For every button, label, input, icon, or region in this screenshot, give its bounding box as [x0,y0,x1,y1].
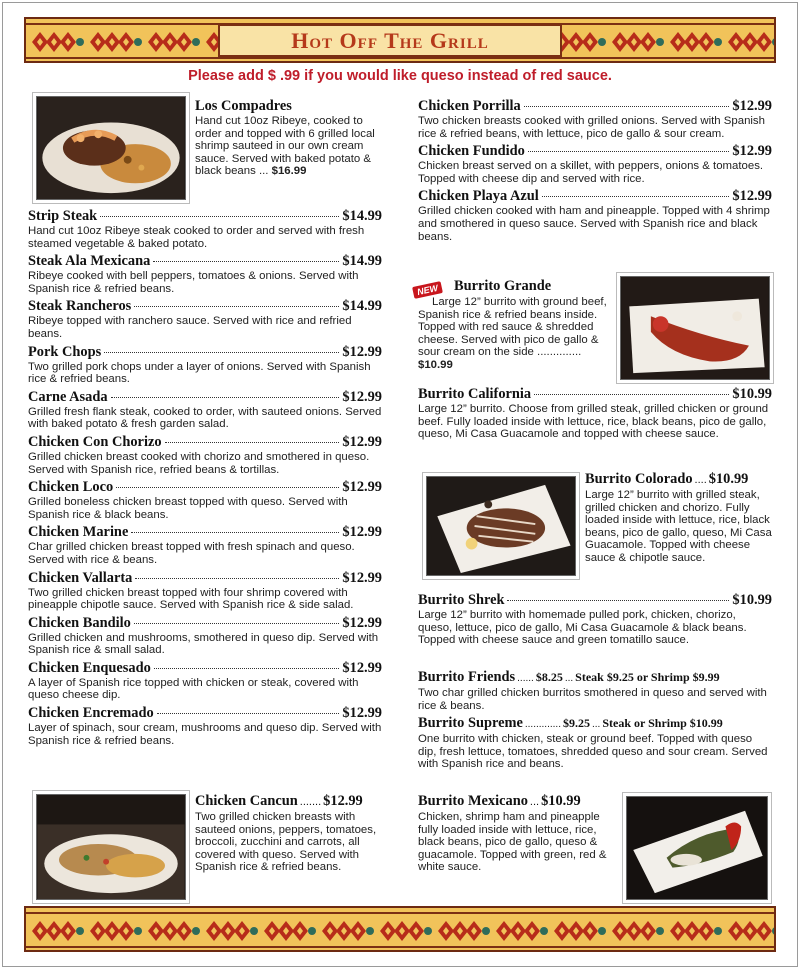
menu-item [28,434,382,476]
burrito-mexicano-block [418,793,614,874]
item-price: $12.99 [342,524,382,541]
item-description: Two grilled pork chops under a layer of onions. Served with Spanish rice & refried beans. [28,360,371,386]
item-price: $12.99 [342,659,382,676]
burrito-grande-photo [620,276,770,380]
dot-leader [154,668,340,669]
item-description: Layer of spinach, sour cream, mushrooms and queso dip. Served with Spanish rice & refried beans. [28,722,382,747]
dot-leader [134,623,340,624]
dot-leader: ... [591,719,601,731]
menu-item [418,188,772,243]
item-price: $12.99 [342,614,382,631]
chicken-cancun-photo [36,794,186,900]
item-description: Two char grilled chicken burritos smothered in queso and served with rice & beans. [418,687,767,712]
menu-item [28,344,382,386]
dot-leader [100,216,339,217]
new-badge-icon: NEW [412,281,443,299]
item-name: Steak Ala Mexicana [28,253,151,270]
chicken-cancun-block [195,793,380,874]
item-name: Burrito California [418,386,532,402]
dot-leader [507,600,729,601]
item-description: Two grilled chicken breast topped with four shrimp covered with pineapple chipotle sauce. Served with Spanish rice & side salad. [28,586,354,612]
item-description: A layer of Spanish rice topped with chicken or steak, covered with queso cheese dip. [28,676,359,702]
item-price: $12.99 [342,569,382,586]
title-plaque [218,24,562,57]
item-description: Char grilled chicken breast topped with fresh spinach and queso. Served with rice & beans. [28,541,355,566]
burrito-colorado-block [585,471,773,565]
item-name: Chicken Loco [28,479,114,496]
queso-notice: Please add $ .99 if you would like queso instead of red sauce. [188,68,612,84]
los-compadres-photo [36,96,186,200]
item-price: $14.99 [342,298,382,315]
menu-item [418,386,772,441]
item-name: Chicken Con Chorizo [28,433,162,450]
burrito-mexicano-photo [626,796,768,900]
item-price: $10.99 [708,471,749,487]
burrito-california-block [418,386,772,444]
item-price: $12.99 [342,705,382,722]
item-description: Large 12” burrito with homemade pulled pork, chicken, chorizo, queso, lettuce, pico de gallo, Mi Casa Guacamole & black beans. Topped with cheese sauce and green tomatillo sauce. [418,609,747,647]
item-description: Hand cut 10oz Ribeye steak cooked to order and served with fresh steamed vegetable & baked potato. [28,225,365,250]
item-name: Burrito Mexicano [418,793,528,809]
page-title: Hot Off The Grill [291,27,489,53]
item-price: $9.25 [562,716,590,731]
item-description: Two grilled chicken breasts with sauteed onions, peppers, tomatoes, broccoli, zucchini and carrots, all covered with queso. Served with Spanish rice & refried beans. [195,811,377,874]
item-description: Grilled chicken and mushrooms, smothered in queso dip. Served with Spanish rice & small salad. [28,631,379,657]
item-name: Chicken Marine [28,524,129,541]
item-name: Burrito Grande [454,278,552,294]
item-description: Ribeye topped with ranchero sauce. Served with rice and refried beans. [28,315,352,340]
dot-leader: ....... [299,796,322,808]
right-menu-column-top [418,98,772,246]
item-price: $14.99 [342,253,382,270]
item-description: Two chicken breasts cooked with grilled onions. Served with Spanish rice & refried beans, with lettuce, pico de gallo & sour cream. [418,115,765,140]
item-alt-price: Steak or Shrimp $10.99 [602,716,723,731]
dot-leader [542,196,730,197]
left-menu-column [28,208,382,750]
burrito-friends-block [418,669,772,774]
item-price: $10.99 [732,386,772,402]
los-compadres-block [195,98,380,178]
item-name: Carne Asada [28,388,108,405]
item-price: $12.99 [323,793,363,809]
item-description: Chicken breast served on a skillet, with peppers, onions & tomatoes. Topped with cheese dip and served with rice. [418,160,764,185]
item-description: One burrito with chicken, steak or ground beef. Topped with queso dip, fresh lettuce, tomatoes, shredded queso and sour cream. Served with Spanish rice and beans. [418,733,768,771]
item-price: $8.25 [535,670,563,684]
item-name: Chicken Enquesado [28,659,151,676]
menu-item [28,298,382,340]
item-description: Grilled chicken breast cooked with chorizo and smothered in queso. Served with Spanish rice, refried beans & tortillas. [28,450,370,476]
item-name: Burrito Colorado [585,471,693,487]
item-price: $12.99 [342,388,382,405]
item-description: Hand cut 10oz Ribeye, cooked to order and topped with 6 grilled local shrimp sauteed in our own cream sauce. Served with baked potato & black beans ... [195,115,375,178]
item-price: $12.99 [732,143,772,160]
menu-item [28,253,382,295]
item-name: Steak Rancheros [28,298,132,315]
menu-item [28,524,382,566]
item-price: $14.99 [342,208,382,224]
item-name: Burrito Friends [418,669,516,685]
item-name: Chicken Playa Azul [418,188,539,205]
burrito-colorado-photo [426,476,576,576]
item-price: $10.99 [541,793,581,809]
diamond-pattern-bottom [26,908,776,952]
item-description: Grilled boneless chicken breast topped with queso. Served with Spanish rice & black beans. [28,496,348,521]
dot-leader: ... [564,673,574,684]
burrito-grande-block [454,278,609,295]
item-description: Large 12” burrito with grilled steak, grilled chicken and chorizo. Fully loaded inside with lettuce, rice, black beans, pico de gallo, queso, Mi Casa Guacamole. Topped with cheese sauce & chipotle sauce. [585,489,772,564]
item-description: Grilled chicken cooked with ham and pineapple. Topped with 4 shrimp and smothered in queso sauce. Served with Spanish rice and black beans. [418,205,770,243]
menu-item [418,98,772,140]
dot-leader [135,578,339,579]
item-price: $12.99 [342,343,382,360]
burrito-shrek-block [418,592,772,650]
dot-leader: ...... [517,673,534,684]
dot-leader [131,532,339,533]
item-name: Burrito Shrek [418,592,505,608]
item-price: $12.99 [342,433,382,450]
dot-leader: ... [529,796,540,808]
item-name: Pork Chops [28,343,102,360]
dot-leader [104,352,339,353]
item-price: $12.99 [342,479,382,496]
dot-leader [165,442,340,443]
item-price: $16.99 [271,165,307,178]
menu-item [28,705,382,747]
item-name: Chicken Cancun [195,793,298,809]
dot-leader [111,397,340,398]
item-price: $12.99 [732,188,772,205]
item-name: Los Compadres [195,98,292,114]
item-name: Strip Steak [28,208,98,224]
menu-item [28,208,382,250]
dot-leader [157,713,340,714]
dot-leader [524,106,730,107]
item-description: Ribeye cooked with bell peppers, tomatoes & onions. Served with Spanish rice & refried beans. [28,270,359,295]
dot-leader [116,487,339,488]
menu-item [418,143,772,185]
item-description: Chicken, shrimp ham and pineapple fully loaded inside with lettuce, rice, black beans, pico de gallo, queso & guacamole. Topped with green, red & white sauce. [418,811,607,874]
item-name: Chicken Fundido [418,143,525,160]
menu-item [28,570,382,612]
dot-leader [153,261,339,262]
dot-leader [528,151,730,152]
item-price: $10.99 [732,592,772,608]
item-alt-price: Steak $9.25 or Shrimp $9.99 [575,670,720,684]
menu-item [418,592,772,647]
item-description: Large 12” burrito with ground beef, Spanish rice & refried beans inside. Topped with red sauce & shredded cheese. Served with pico de gallo & sour cream on the side .............. [418,296,607,359]
dot-leader [534,394,729,395]
menu-item [28,615,382,657]
menu-item [28,389,382,431]
menu-item [28,660,382,702]
item-name: Chicken Porrilla [418,98,521,114]
item-name: Chicken Bandilo [28,614,131,631]
dot-leader: ............. [524,719,561,731]
item-price: $10.99 [418,358,453,371]
item-name: Chicken Vallarta [28,569,133,586]
dot-leader: .... [694,474,707,486]
burrito-grande-desc-block [418,296,608,372]
item-description: Large 12” burrito. Choose from grilled steak, grilled chicken or ground beef. Fully loaded inside with lettuce, rice, black beans, pico de gallo, queso, Mi Casa Guacamole and topped with cheese sauce. [418,403,769,441]
item-name: Burrito Supreme [418,715,523,732]
dot-leader [134,306,339,307]
item-price: $12.99 [732,98,772,114]
item-description: Grilled fresh flank steak, cooked to order, with sauteed onions. Served with baked potato & fresh garden salad. [28,405,382,431]
item-name: Chicken Encremado [28,705,154,722]
bottom-decorative-band [24,906,776,952]
menu-item [28,479,382,521]
